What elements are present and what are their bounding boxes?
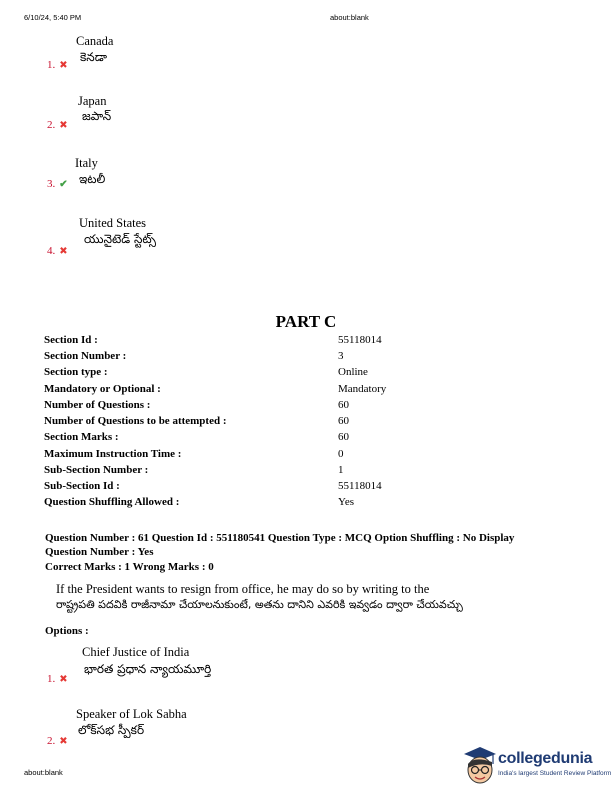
info-key: Section Marks : bbox=[44, 431, 119, 443]
option-text-te: లోక్‌సభ స్పీకర్ bbox=[78, 723, 145, 737]
info-key: Question Shuffling Allowed : bbox=[44, 496, 180, 508]
collegedunia-logo bbox=[460, 744, 610, 788]
part-title: PART C bbox=[275, 312, 337, 331]
info-value: 3 bbox=[338, 350, 344, 362]
section-info-row bbox=[44, 399, 564, 415]
question-text-te: రాష్ట్రపతి పదవికి రాజీనామా చేయాలనుకుంటే, అతను దానిని ఎవరికి ఇవ్వడం ద్వారా చేయవచ్చు bbox=[56, 598, 463, 611]
info-value: 60 bbox=[338, 431, 349, 443]
section-info-row bbox=[44, 431, 564, 447]
brand-tagline: India's largest Student Review Platform bbox=[498, 770, 612, 777]
info-key: Section Number : bbox=[44, 350, 127, 362]
option-number: 2. ✖ bbox=[47, 119, 68, 131]
info-value: 0 bbox=[338, 448, 344, 460]
option-text-en: Italy bbox=[75, 156, 98, 170]
cross-icon: ✖ bbox=[59, 674, 68, 685]
cross-icon: ✖ bbox=[59, 60, 68, 71]
option-text-te: భారత ప్రధాన న్యాయమూర్తి bbox=[84, 662, 212, 676]
section-info-row bbox=[44, 464, 564, 480]
info-value: 55118014 bbox=[338, 334, 382, 346]
option-text-en: United States bbox=[79, 216, 147, 230]
info-key: Sub-Section Number : bbox=[44, 464, 149, 476]
info-value: Yes bbox=[338, 496, 355, 508]
footer-url: about:blank bbox=[24, 768, 63, 777]
info-key: Number of Questions : bbox=[44, 399, 151, 411]
info-key: Sub-Section Id : bbox=[44, 480, 120, 492]
info-value: 1 bbox=[338, 464, 344, 476]
option-number: 4. ✖ bbox=[47, 245, 68, 257]
option-text-te: యునైటెడ్ స్టేట్స్ bbox=[84, 232, 156, 246]
question-meta-cont: Question Number : Yes bbox=[45, 546, 154, 558]
print-url: about:blank bbox=[330, 13, 369, 22]
option-number: 3. ✔ bbox=[47, 178, 68, 190]
section-info-row bbox=[44, 334, 564, 350]
info-key: Number of Questions to be attempted : bbox=[44, 415, 227, 427]
section-info-row bbox=[44, 415, 564, 431]
info-value: Mandatory bbox=[338, 383, 387, 395]
info-key: Maximum Instruction Time : bbox=[44, 448, 182, 460]
info-key: Section Id : bbox=[44, 334, 98, 346]
option-number: 1. ✖ bbox=[47, 59, 68, 71]
brand-name: collegedunia bbox=[498, 750, 593, 767]
info-key: Section type : bbox=[44, 366, 108, 378]
option-text-en: Chief Justice of India bbox=[82, 645, 190, 659]
cross-icon: ✖ bbox=[59, 736, 68, 747]
question-marks: Correct Marks : 1 Wrong Marks : 0 bbox=[45, 561, 214, 573]
question-meta: Question Number : 61 Question Id : 551180541 Question Type : MCQ Option Shuffling : No Display bbox=[45, 532, 515, 544]
section-info-row bbox=[44, 383, 564, 399]
option-number: 2. ✖ bbox=[47, 735, 68, 747]
option-text-en: Canada bbox=[76, 34, 114, 48]
option-text-te: జపాన్ bbox=[82, 109, 112, 123]
options-label: Options : bbox=[45, 625, 89, 637]
option-text-te: కెనడా bbox=[80, 50, 107, 64]
cross-icon: ✖ bbox=[59, 120, 68, 131]
section-info-row bbox=[44, 480, 564, 496]
info-value: Online bbox=[338, 366, 368, 378]
option-text-en: Speaker of Lok Sabha bbox=[76, 707, 187, 721]
section-info-row bbox=[44, 366, 564, 382]
option-text-en: Japan bbox=[78, 94, 107, 108]
print-datetime: 6/10/24, 5:40 PM bbox=[24, 13, 82, 22]
option-number: 1. ✖ bbox=[47, 673, 68, 685]
check-icon: ✔ bbox=[59, 179, 68, 190]
question-text-en: If the President wants to resign from office, he may do so by writing to the bbox=[56, 582, 430, 596]
section-info-row bbox=[44, 350, 564, 366]
section-info-row bbox=[44, 448, 564, 464]
section-info-row bbox=[44, 496, 564, 512]
mascot-icon bbox=[460, 744, 500, 788]
info-value: 55118014 bbox=[338, 480, 382, 492]
info-value: 60 bbox=[338, 399, 349, 411]
info-key: Mandatory or Optional : bbox=[44, 383, 161, 395]
cross-icon: ✖ bbox=[59, 246, 68, 257]
info-value: 60 bbox=[338, 415, 349, 427]
option-text-te: ఇటలీ bbox=[79, 172, 106, 186]
